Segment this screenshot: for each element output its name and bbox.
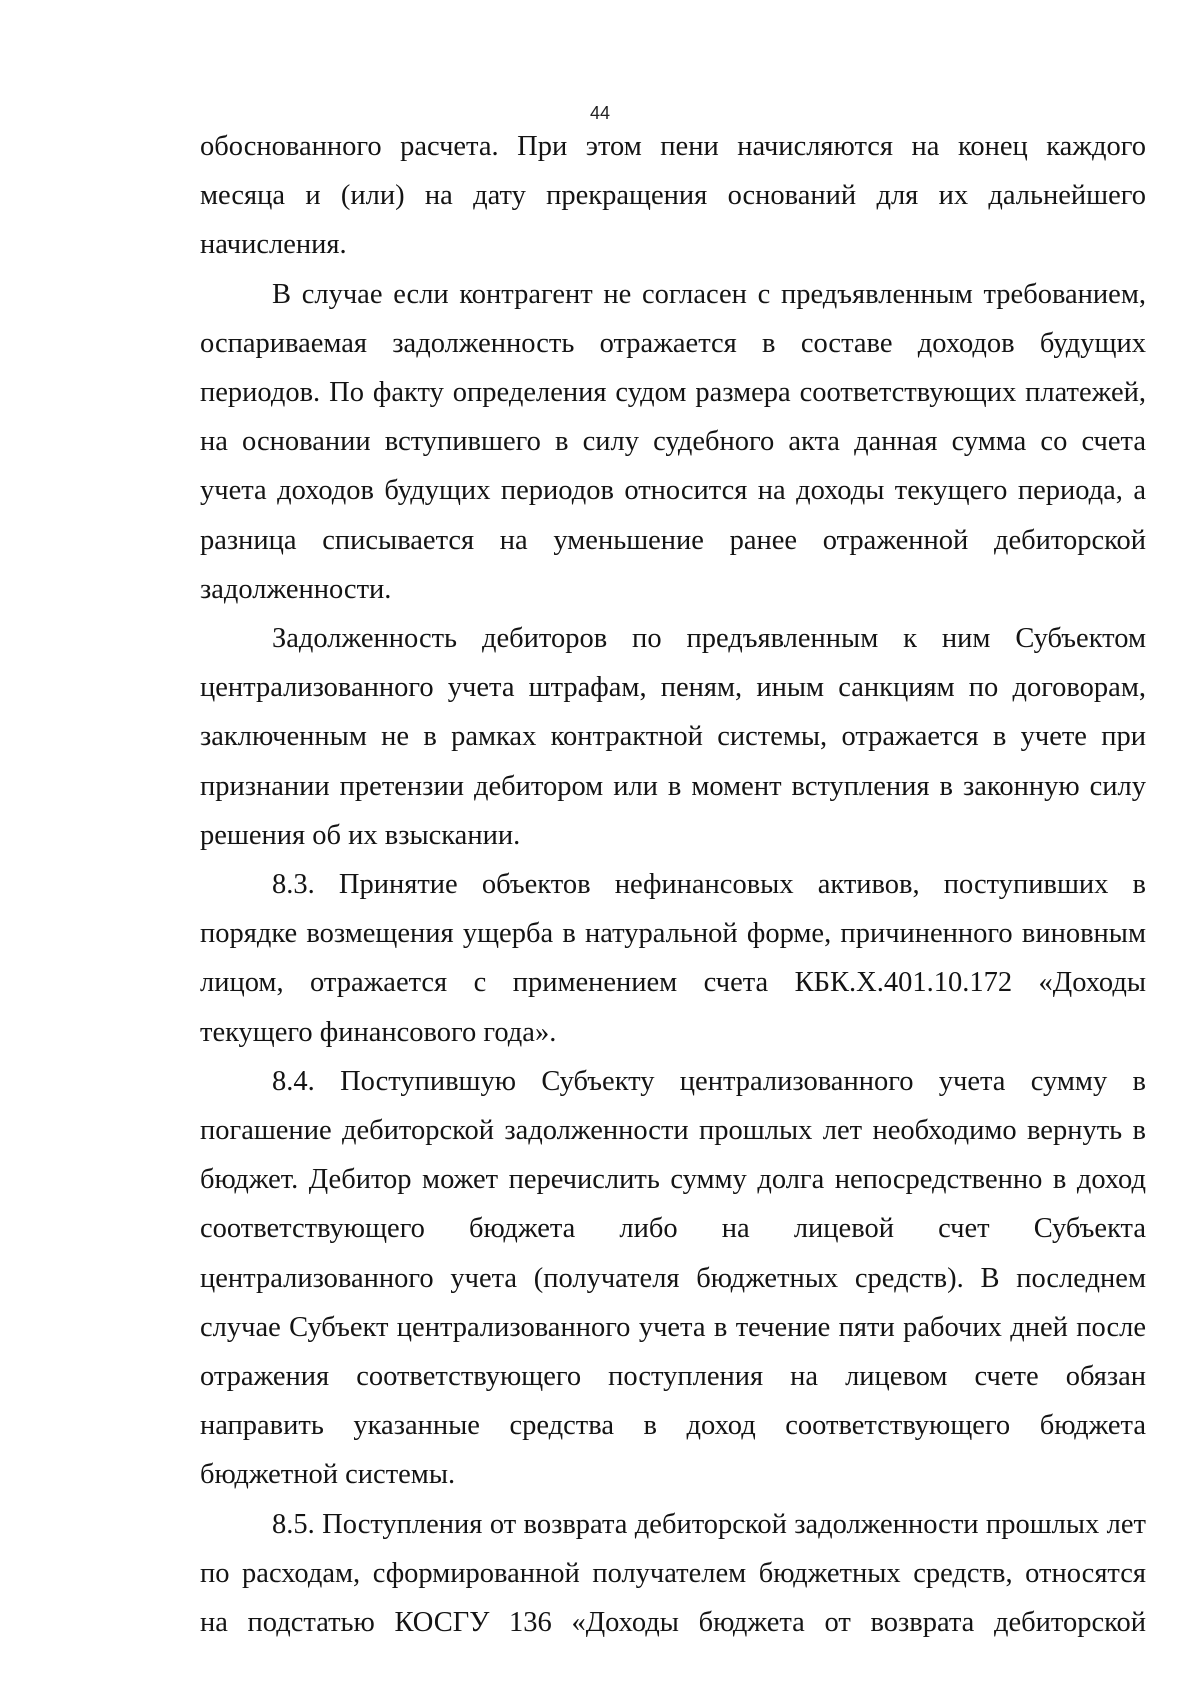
page-number: 44 (589, 103, 611, 123)
paragraph-1: обоснованного расчета. При этом пени начисляются на конец каждого месяца и (или) на дату прекращения оснований для их дальнейшего начисления. (200, 131, 1146, 261)
paragraph-6-section-8-5: 8.5. Поступления от возврата дебиторской задолженности прошлых лет по расходам, сформированной получателем бюджетных средств, относятся на подстатью КОСГУ 136 «Доходы бюджета от возврата дебиторской (200, 1508, 1146, 1639)
paragraph-2: В случае если контрагент не согласен с предъявленным требованием, оспариваемая задолженность отражается в составе доходов будущих периодов. По факту определения судом размера соответствующих платежей, на основании вступившего в силу судебного акта данная сумма со счета учета доходов будущих периодов относится на доходы текущего периода, а разница списывается на уменьшение ранее отраженной дебиторской задолженности. (200, 278, 1146, 605)
paragraph-5-section-8-4: 8.4. Поступившую Субъекту централизованного учета сумму в погашение дебиторской задолженности прошлых лет необходимо вернуть в бюджет. Дебитор может перечислить сумму долга непосредственно в доход соответствующего бюджета либо на лицевой счет Субъекта централизованного учета (получателя бюджетных средств). В последнем случае Субъект централизованного учета в течение пяти рабочих дней после отражения соответствующего поступления на лицевом счете обязан направить указанные средства в доход соответствующего бюджета бюджетной системы. (200, 1065, 1146, 1491)
paragraph-3: Задолженность дебиторов по предъявленным к ним Субъектом централизованного учета штрафам, пеням, иным санкциям по договорам, заключенным не в рамках контрактной системы, отражается в учете при признании претензии дебитором или в момент вступления в законную силу решения об их взыскании. (200, 623, 1146, 851)
paragraph-4-section-8-3: 8.3. Принятие объектов нефинансовых активов, поступивших в порядке возмещения ущерба в натуральной форме, причиненного виновным лицом, отражается с применением счета КБК.Х.401.10.172 «Доходы текущего финансового года». (200, 869, 1146, 1048)
document-body (200, 122, 1146, 1647)
